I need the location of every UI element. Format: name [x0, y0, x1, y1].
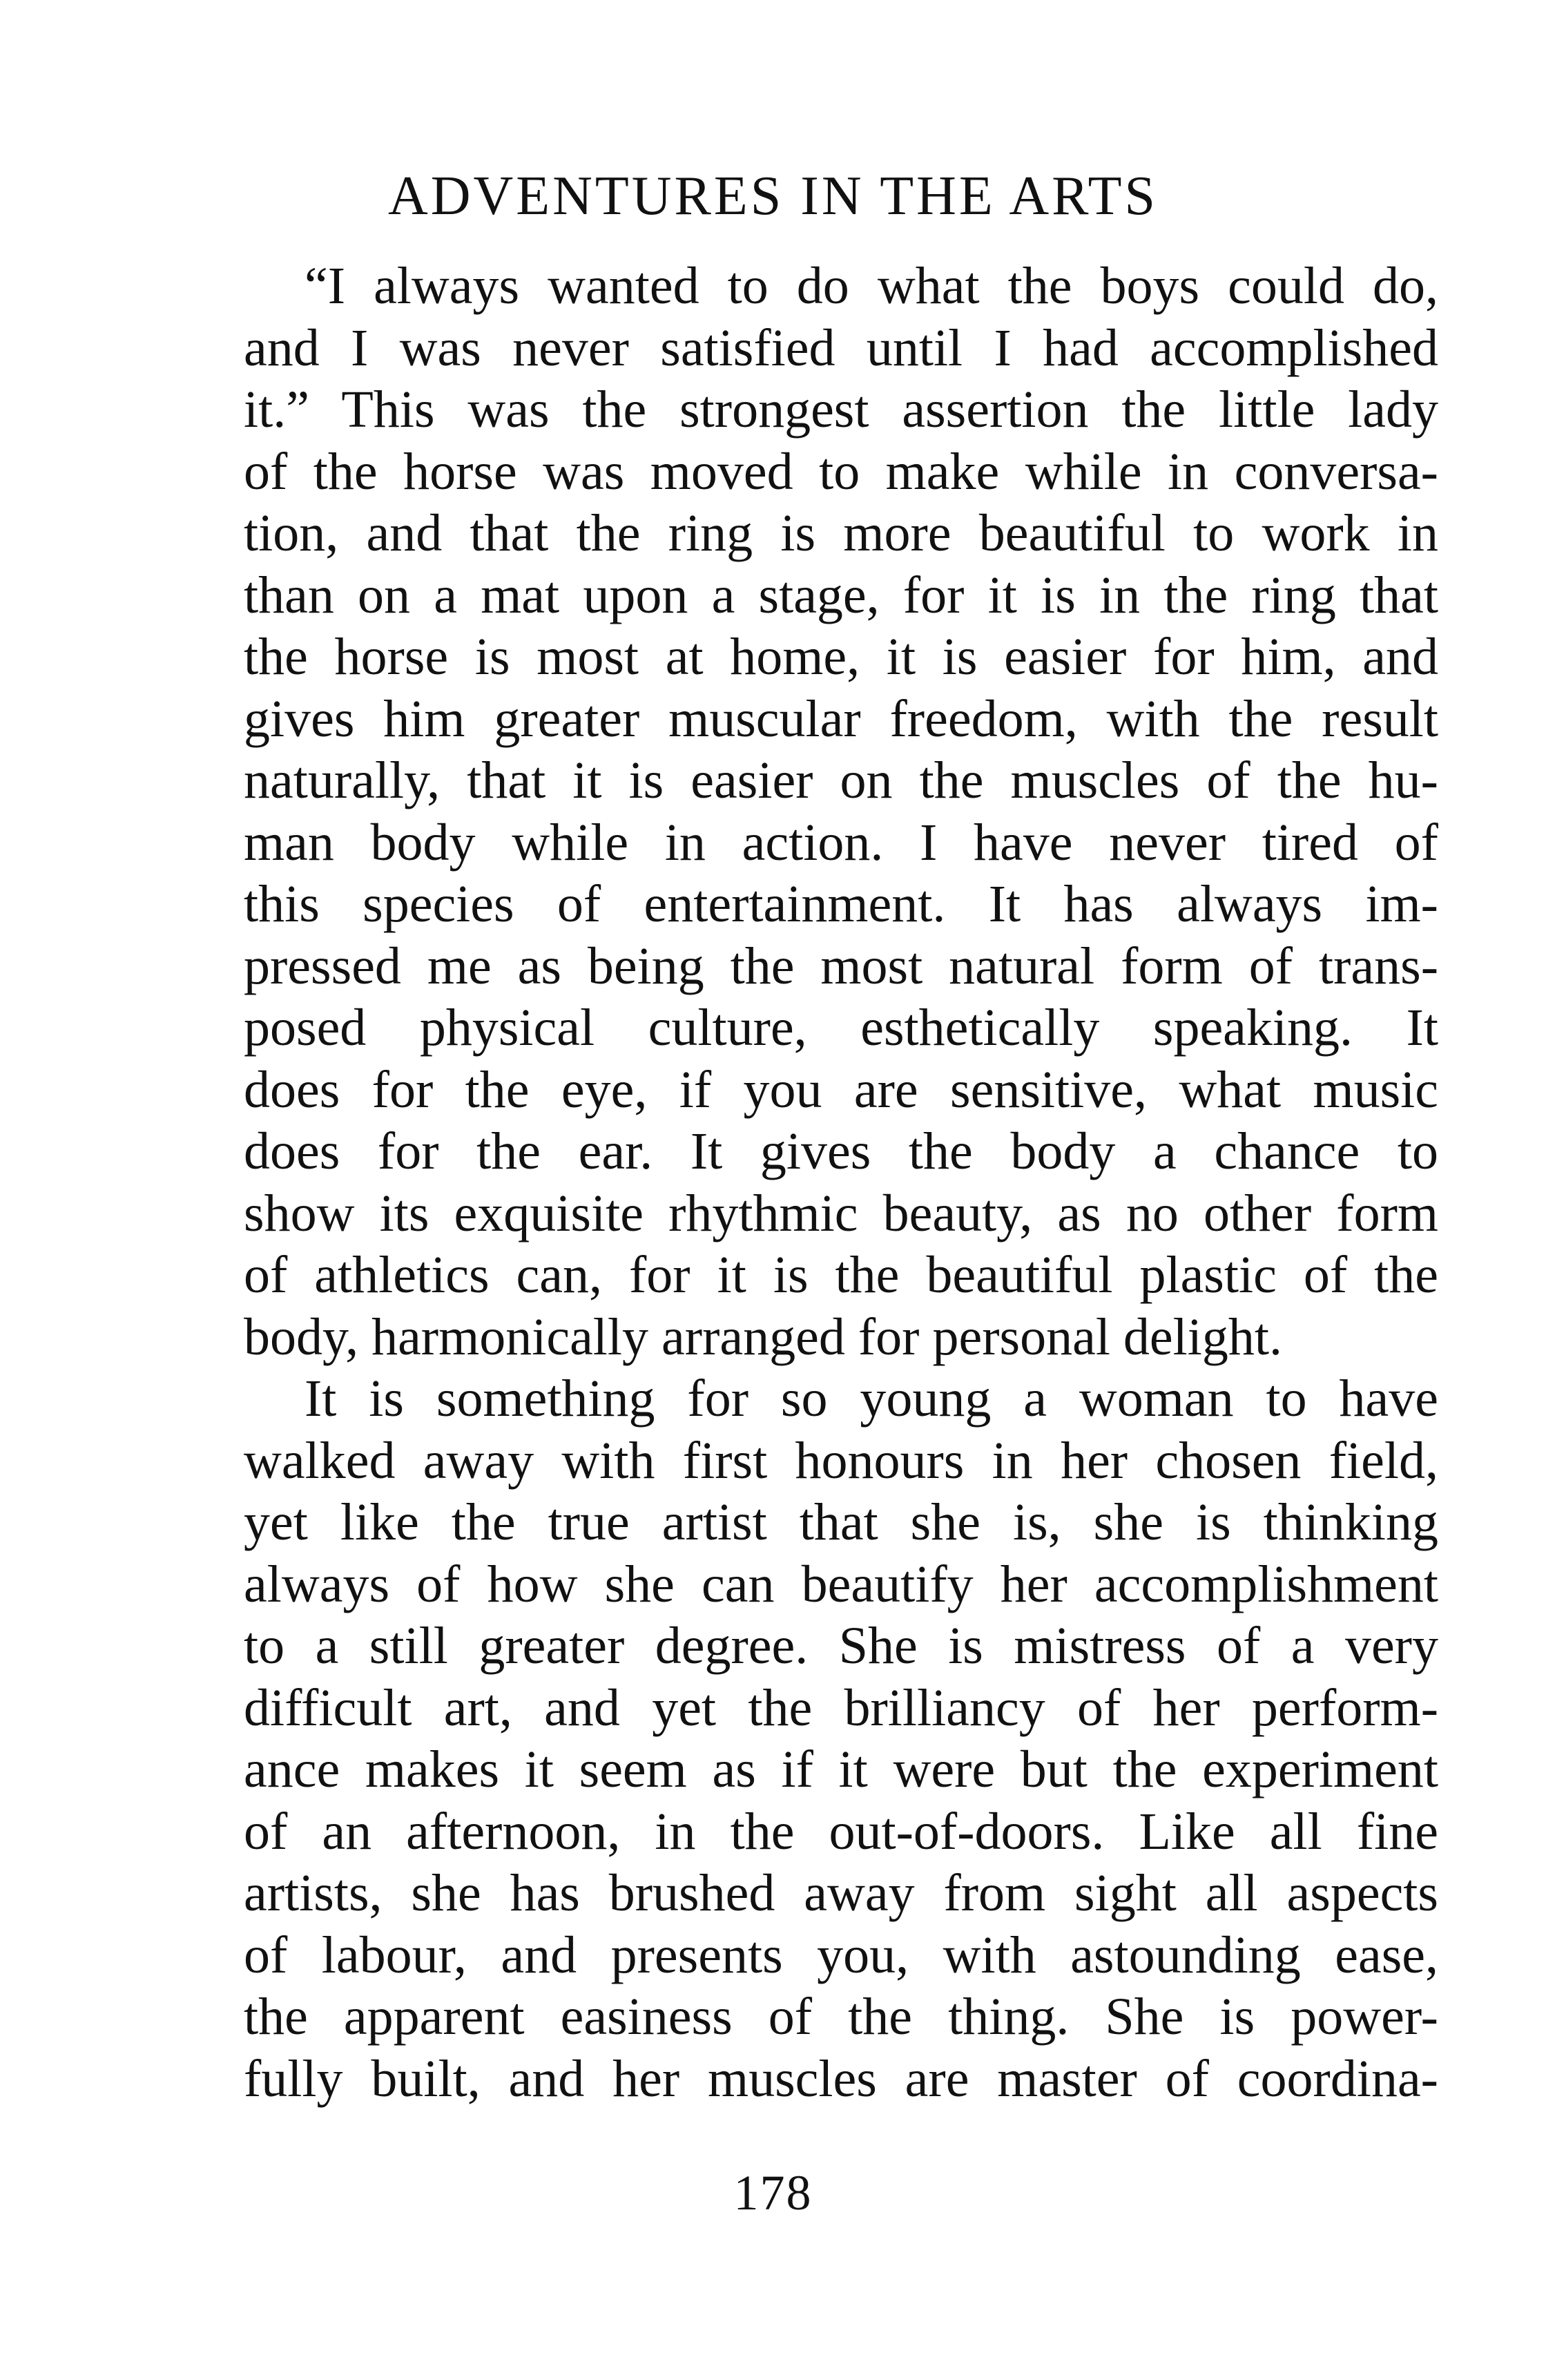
running-head: ADVENTURES IN THE ARTS: [387, 166, 1159, 227]
text-line: walked away with first honours in her chosen field,: [244, 1431, 1438, 1490]
text-line: does for the eye, if you are sensitive, what music: [244, 1060, 1438, 1119]
text-line: this species of entertainment. It has always im-: [244, 875, 1438, 933]
text-line: ance makes it seem as if it were but the experiment: [244, 1740, 1438, 1798]
body-text: [244, 256, 1438, 2110]
text-line: does for the ear. It gives the body a chance to: [244, 1122, 1438, 1180]
text-line: of the horse was moved to make while in conversa-: [244, 442, 1438, 501]
text-line: It is something for so young a woman to have: [305, 1370, 1438, 1428]
text-line: and I was never satisfied until I had accomplished: [244, 318, 1438, 377]
text-line: “I always wanted to do what the boys could do,: [305, 257, 1438, 315]
text-line: the apparent easiness of the thing. She is power-: [244, 1988, 1438, 2046]
text-line: of athletics can, for it is the beautiful plastic of the: [244, 1246, 1438, 1304]
text-line: fully built, and her muscles are master of coordina-: [244, 2049, 1438, 2108]
text-line: man body while in action. I have never tired of: [244, 813, 1438, 872]
text-line: artists, she has brushed away from sight all aspects: [244, 1864, 1438, 1922]
text-line: of an afternoon, in the out-of-doors. Like all fine: [244, 1802, 1438, 1861]
text-line: posed physical culture, esthetically speaking. It: [244, 999, 1438, 1057]
text-line: than on a mat upon a stage, for it is in the ring that: [244, 566, 1438, 624]
text-line: body, harmonically arranged for personal delight.: [244, 1307, 1283, 1366]
text-line: the horse is most at home, it is easier for him, and: [244, 628, 1438, 686]
text-line: tion, and that the ring is more beautiful to work in: [244, 504, 1438, 562]
text-line: difficult art, and yet the brilliancy of her perform-: [244, 1678, 1438, 1737]
text-line: to a still greater degree. She is mistress of a very: [244, 1617, 1438, 1675]
text-line: of labour, and presents you, with astounding ease,: [244, 1926, 1438, 1984]
text-line: always of how she can beautify her accomplishment: [244, 1555, 1438, 1613]
page-number: 178: [733, 2165, 813, 2220]
text-line: pressed me as being the most natural form of trans-: [244, 937, 1438, 995]
text-line: it.” This was the strongest assertion the little lady: [244, 381, 1438, 439]
text-line: naturally, that it is easier on the muscles of the hu-: [244, 751, 1438, 809]
text-line: gives him greater muscular freedom, with the result: [244, 689, 1438, 748]
text-line: show its exquisite rhythmic beauty, as no other form: [244, 1184, 1438, 1242]
text-line: yet like the true artist that she is, she is thinking: [244, 1493, 1438, 1551]
